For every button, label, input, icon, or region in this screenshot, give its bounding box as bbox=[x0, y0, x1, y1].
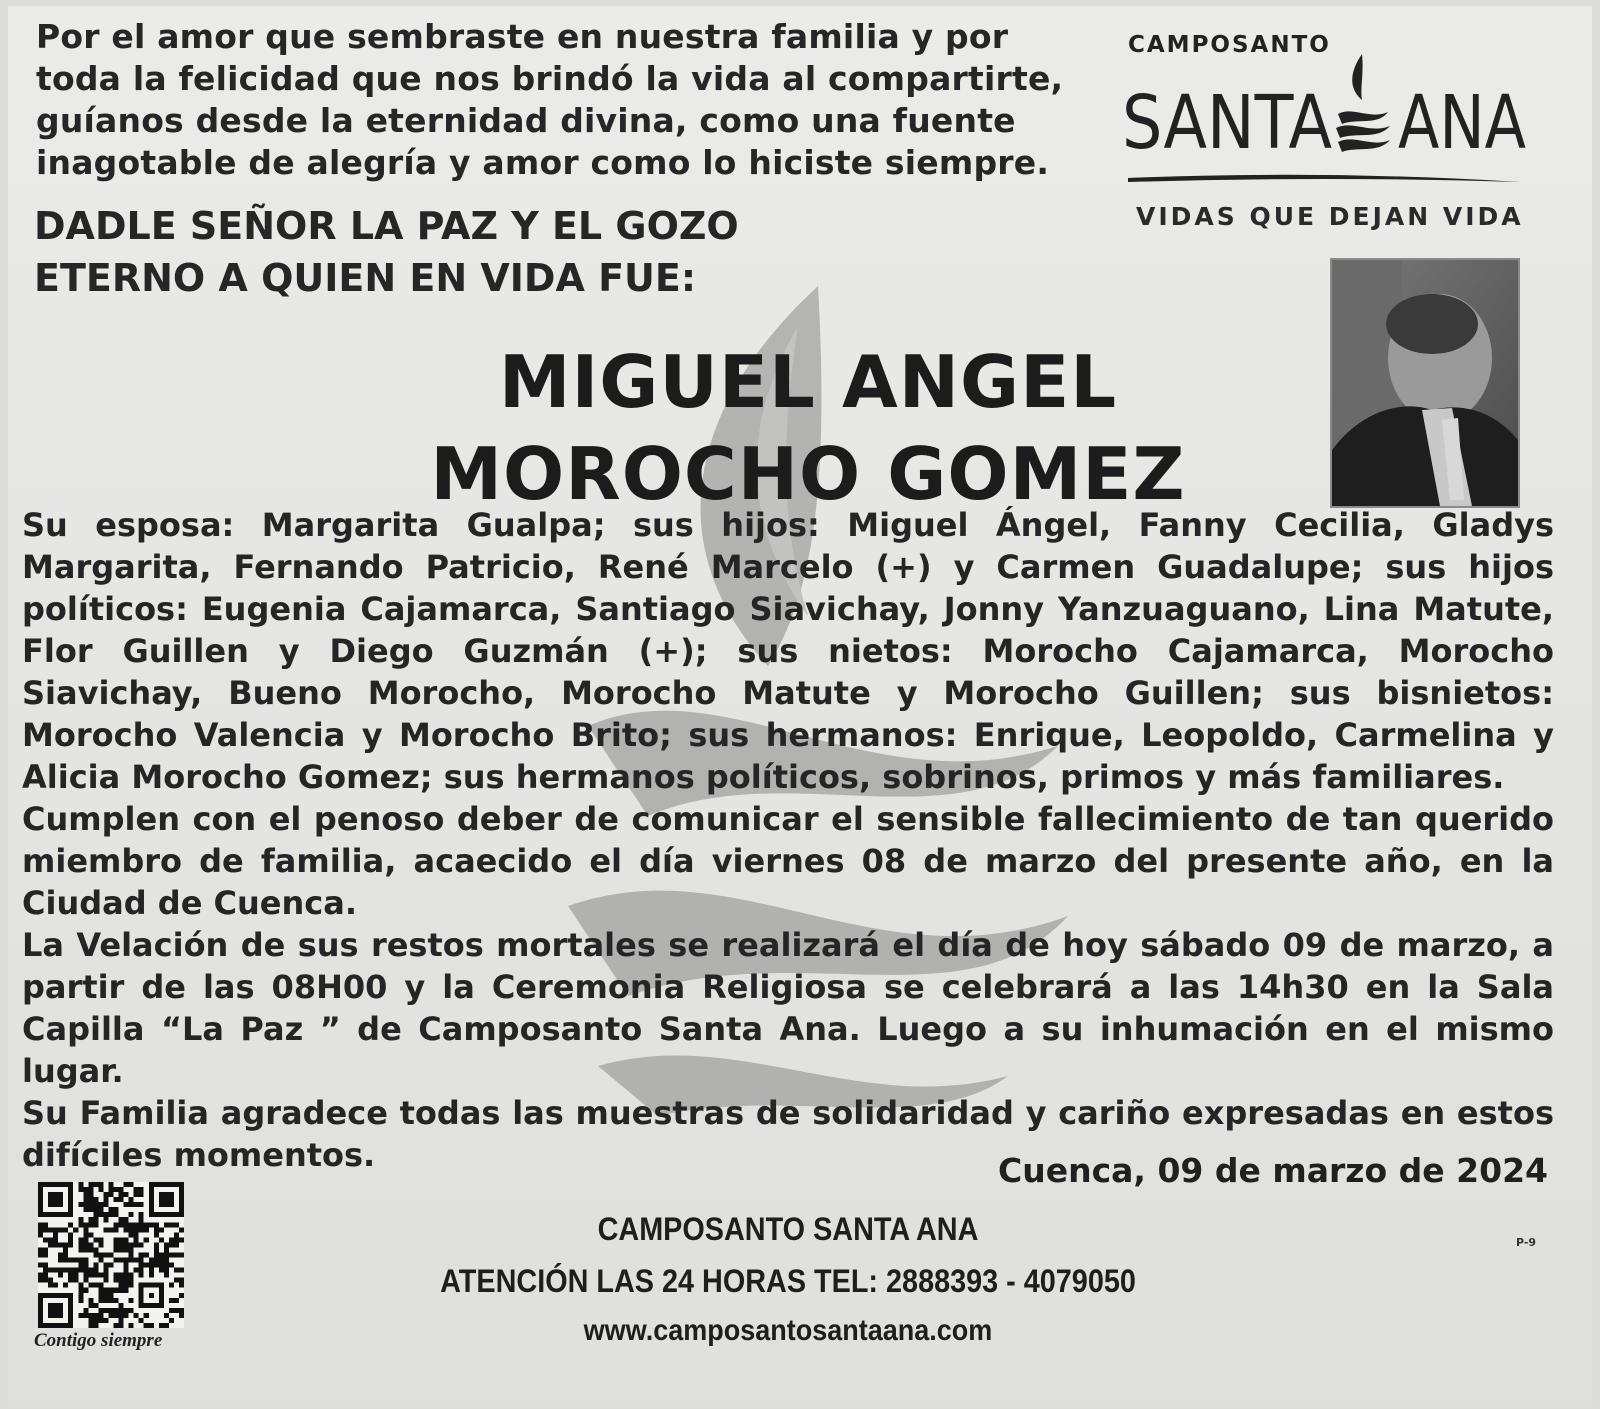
services-paragraph: La Velación de sus restos mortales se realizará el día de hoy sábado 09 de marzo, a partir de las 08H00 y la Ceremonia Religiosa se celebrará a las 14h30 en la Sala Capilla “La Paz ” de Camposanto Santa Ana. Luego a su inhumación en el mismo lugar. bbox=[22, 926, 1554, 1090]
place-date-line: Cuenca, 09 de marzo de 2024 bbox=[998, 1151, 1548, 1190]
santa-ana-logo bbox=[1116, 46, 1556, 196]
footer-website[interactable]: www.camposantosantaana.com bbox=[583, 1314, 993, 1347]
footer-company: CAMPOSANTO SANTA ANA bbox=[597, 1211, 979, 1247]
intro-dedication: Por el amor que sembraste en nuestra familia y por toda la felicidad que nos brindó la vida al compartirte, guíanos desde la eternidad divina, como una fuente inagotable de alegría y amor como lo hiciste siempre. bbox=[36, 17, 1064, 182]
flame-logo-icon bbox=[1336, 54, 1390, 152]
family-list-paragraph: Su esposa: Margarita Gualpa; sus hijos: Miguel Ángel, Fanny Cecilia, Gladys Margarita, Fernando Patricio, René Marcelo (+) y Carmen Guadalupe; sus hijos políticos: Eugenia Cajamarca, Santiago Siavichay, Jonny Yanzuaguano, Lina Matute, Flor Guillen y Diego Guzmán (+); sus nietos: Morocho Cajamarca, Morocho Siavichay, Bueno Morocho, Morocho Matute y Morocho Guillen; sus bisnietos: Morocho Valencia y Morocho Brito; sus hermanos: Enrique, Leopoldo, Carmelina y Alicia Morocho Gomez; sus hermanos políticos, sobrinos, primos y más familiares. bbox=[22, 506, 1554, 796]
obituary-notice bbox=[8, 6, 1592, 1402]
qr-code-icon[interactable] bbox=[38, 1182, 184, 1328]
deceased-name: MIGUEL ANGEL MOROCHO GOMEZ bbox=[430, 340, 1186, 516]
announcement-paragraph: Cumplen con el penoso deber de comunicar el sensible fallecimiento de tan querido miembro de familia, acaecido el día viernes 08 de marzo del presente año, en la Ciudad de Cuenca. bbox=[22, 800, 1554, 922]
footer-phone: ATENCIÓN LAS 24 HORAS TEL: 2888393 - 4079050 bbox=[440, 1263, 1136, 1299]
logo-camposanto-label: CAMPOSANTO bbox=[1128, 32, 1331, 58]
footer-contact bbox=[348, 1204, 1228, 1354]
page-code: P-9 bbox=[1516, 1236, 1537, 1249]
deceased-portrait bbox=[1330, 258, 1520, 508]
thanks-paragraph: Su Familia agradece todas las muestras de solidaridad y cariño expresadas en estos difíciles momentos. bbox=[22, 1094, 1554, 1174]
qr-caption: Contigo siempre bbox=[34, 1330, 163, 1351]
prayer-heading: DADLE SEÑOR LA PAZ Y EL GOZO ETERNO A QUIEN EN VIDA FUE: bbox=[34, 204, 739, 300]
logo-name-right: ANA bbox=[1398, 80, 1527, 166]
logo-tagline: VIDAS QUE DEJAN VIDA bbox=[1136, 202, 1524, 231]
logo-name-left: SANTA bbox=[1122, 80, 1333, 166]
obituary-body bbox=[22, 504, 1554, 1176]
portrait-image bbox=[1332, 260, 1518, 506]
